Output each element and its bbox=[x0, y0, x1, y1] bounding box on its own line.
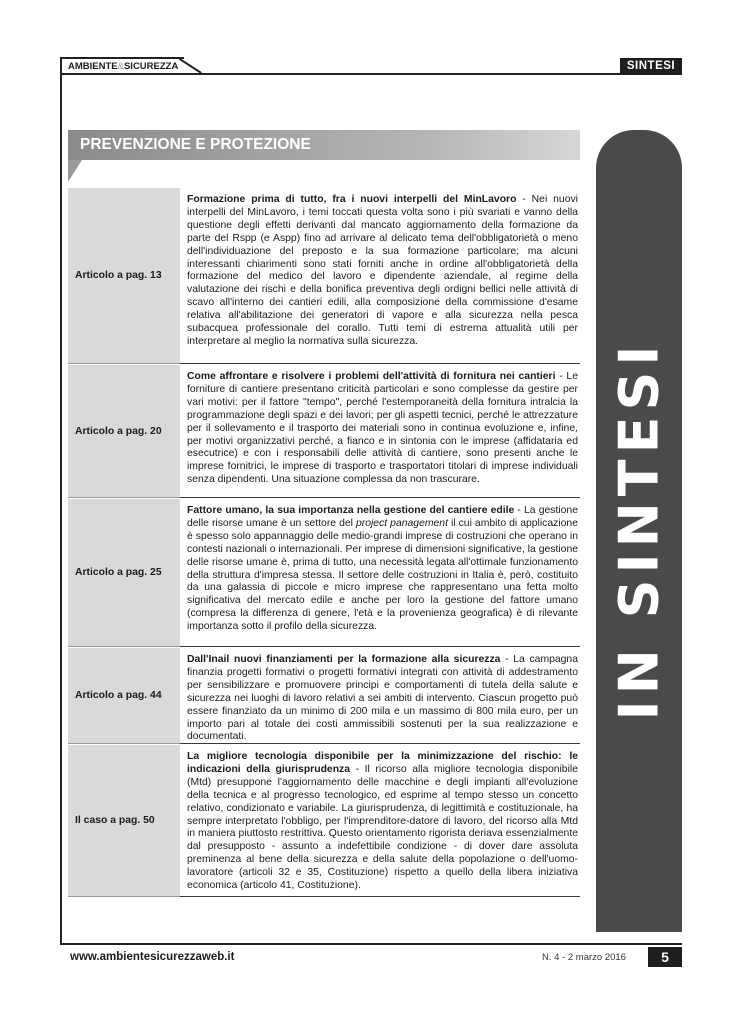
brand-part1: AMBIENTE bbox=[68, 61, 118, 72]
article-title: Formazione prima di tutto, fra i nuovi interpelli del MinLavoro bbox=[187, 194, 517, 205]
article-row bbox=[68, 648, 580, 745]
magazine-brand bbox=[60, 57, 184, 74]
article-row bbox=[68, 745, 580, 898]
article-summary bbox=[180, 745, 580, 897]
article-page-label: Articolo a pag. 25 bbox=[68, 499, 180, 647]
article-body: - Il ricorso alla migliore tecnologia disponibile (Mtd) presuppone l'aggiornamento delle macchine e degli impianti all'evoluzione della tecnica e al progresso tecnologico, ed esprime al tempo stesso un concetto relativo, condizionato e variabile. La giurisprudenza, di legittimità e costituzionale, ha sempre interpretato l'obbligo, per l'imprenditore-datore di lavoro, del ricorso alla Mtd in maniera piuttosto restrittiva. Questo orientamento rigorista deriava essenzialmente dal presupposto - assunto a indefettibile condizione - di dover dare assoluta preminenza al bene della sicurezza e della salute della popolazione o dell'uomo-lavoratore (articoli 32 e 35, Costituzione) rispetto a quello della libera iniziativa economica (articolo 41, Costituzione). bbox=[187, 763, 578, 892]
side-banner-text: IN SINTESI bbox=[607, 339, 671, 721]
article-row bbox=[68, 188, 580, 365]
articles-table bbox=[68, 188, 580, 898]
footer-rule bbox=[60, 943, 682, 945]
article-body-pre: - La gestione delle risorse umane è un settore del bbox=[187, 505, 578, 529]
article-page-label: Il caso a pag. 50 bbox=[68, 745, 180, 897]
article-title: Come affrontare e risolvere i problemi dell'attività di fornitura nei cantieri bbox=[187, 371, 556, 382]
article-page-label: Articolo a pag. 44 bbox=[68, 648, 180, 744]
article-page-label: Articolo a pag. 13 bbox=[68, 188, 180, 364]
section-title: PREVENZIONE E PROTEZIONE bbox=[68, 130, 580, 160]
article-summary bbox=[180, 499, 580, 647]
article-page-label: Articolo a pag. 20 bbox=[68, 365, 180, 498]
brand-part2: SICUREZZA bbox=[123, 61, 179, 72]
article-summary bbox=[180, 648, 580, 744]
brand-ampersand: & bbox=[117, 61, 124, 72]
article-title: La migliore tecnologia disponibile per la minimizzazione del rischio: le indicazioni della giurisprudenza bbox=[187, 751, 578, 775]
article-row bbox=[68, 499, 580, 648]
article-body: - Nei nuovi interpelli del MinLavoro, i temi toccati questa volta sono i più svariati e vanno della questione degli effetti derivanti dal mancato aggiornamento della formazione da parte del Rspp (e Aspp) fino ad arrivare al delicato tema dell'obbligatorietà o meno dell'individuazione del preposto e la sua formazione particolare; ma alcuni interessanti chiarimenti sono stati forniti anche in ordine all'obbligatorietà della formazione del medico del lavoro e dipendente aziendale, al regime della valutazione dei rischi e della bonifica preventiva degli ordigni bellici nelle attività di scavo all'interno dei cantieri edili, alla composizione della commissione d'esame relativa all'abilitazione dei generatori di vapore e alla sicurezza nella pesca subacquea professionale del corallo. Tutti temi di estrema attualità utili per interpretare al meglio la normativa sulla sicurezza. bbox=[187, 194, 578, 347]
section-title-notch bbox=[68, 160, 82, 182]
article-summary bbox=[180, 188, 580, 364]
article-body-post: il cui ambito di applicazione è spesso solo appannaggio delle medio-grandi imprese di costruzioni che operano in contesti nazionali o internazionali. Per imprese di dimensioni significative, la gestione delle risorse umane è, prima di tutto, una necessità legata all'ottimale funzionamento della struttura d'impresa stessa. Il settore delle costruzioni in Italia è, però, costituito da una galassia di piccole e micro imprese che rappresentano una fetta molto significativa del mercato edile e anche per loro la gestione del fattore umano (compresa la differenza di genere, l'età e la provenienza geografica) è di rilevante importanza sotto il profilo della sicurezza. bbox=[187, 517, 578, 633]
article-summary bbox=[180, 365, 580, 498]
article-row bbox=[68, 365, 580, 499]
left-rule bbox=[60, 75, 62, 943]
article-title: Dall'Inail nuovi finanziamenti per la formazione alla sicurezza bbox=[187, 654, 501, 665]
section-tag: SINTESI bbox=[620, 58, 682, 75]
article-title: Fattore umano, la sua importanza nella gestione del cantiere edile bbox=[187, 505, 515, 516]
footer-website-link[interactable]: www.ambientesicurezzaweb.it bbox=[70, 951, 235, 963]
article-body: - La campagna finanzia progetti formativi o progetti formativi integrati con attività di addestramento per sensibilizzare e promuovere principi e comportamenti di tutela della salute e sicurezza nei luoghi di lavoro relativi a sei ambiti di intervento. Ciascun progetto può essere finanziato da un minimo di 200 mila e un massimo di 800 mila euro, per un importo pari al totale dei costi ammissibili sostenuti per la sua realizzazione e documentati. bbox=[187, 654, 578, 743]
header-rule bbox=[60, 73, 682, 75]
page-number: 5 bbox=[648, 947, 682, 967]
footer-issue: N. 4 - 2 marzo 2016 bbox=[542, 952, 626, 963]
article-body: - Le forniture di cantiere presentano criticità particolari e sono complesse da gestire per vari motivi: per il fattore "tempo", perché l'estemporaneità della fornitura intralcia la programmazione degli spazi e dei lavori; per gli aspetti tecnici, perché le attrezzature per il sollevamento e il trasporto dei materiali sono in continua evoluzione e, infine, per motivi organizzativi perché, a fianco e in sintonia con le imprese (affidataria ed esecutrice) e con i responsabili delle attività di cantiere, sono presenti anche le imprese fornitrici, le imprese di trasporto e trasportatori titolari di imprese individuali senza dipendenti. Una situazione complessa da non trascurare. bbox=[187, 371, 578, 486]
article-body-italic: project panagement bbox=[355, 517, 448, 529]
